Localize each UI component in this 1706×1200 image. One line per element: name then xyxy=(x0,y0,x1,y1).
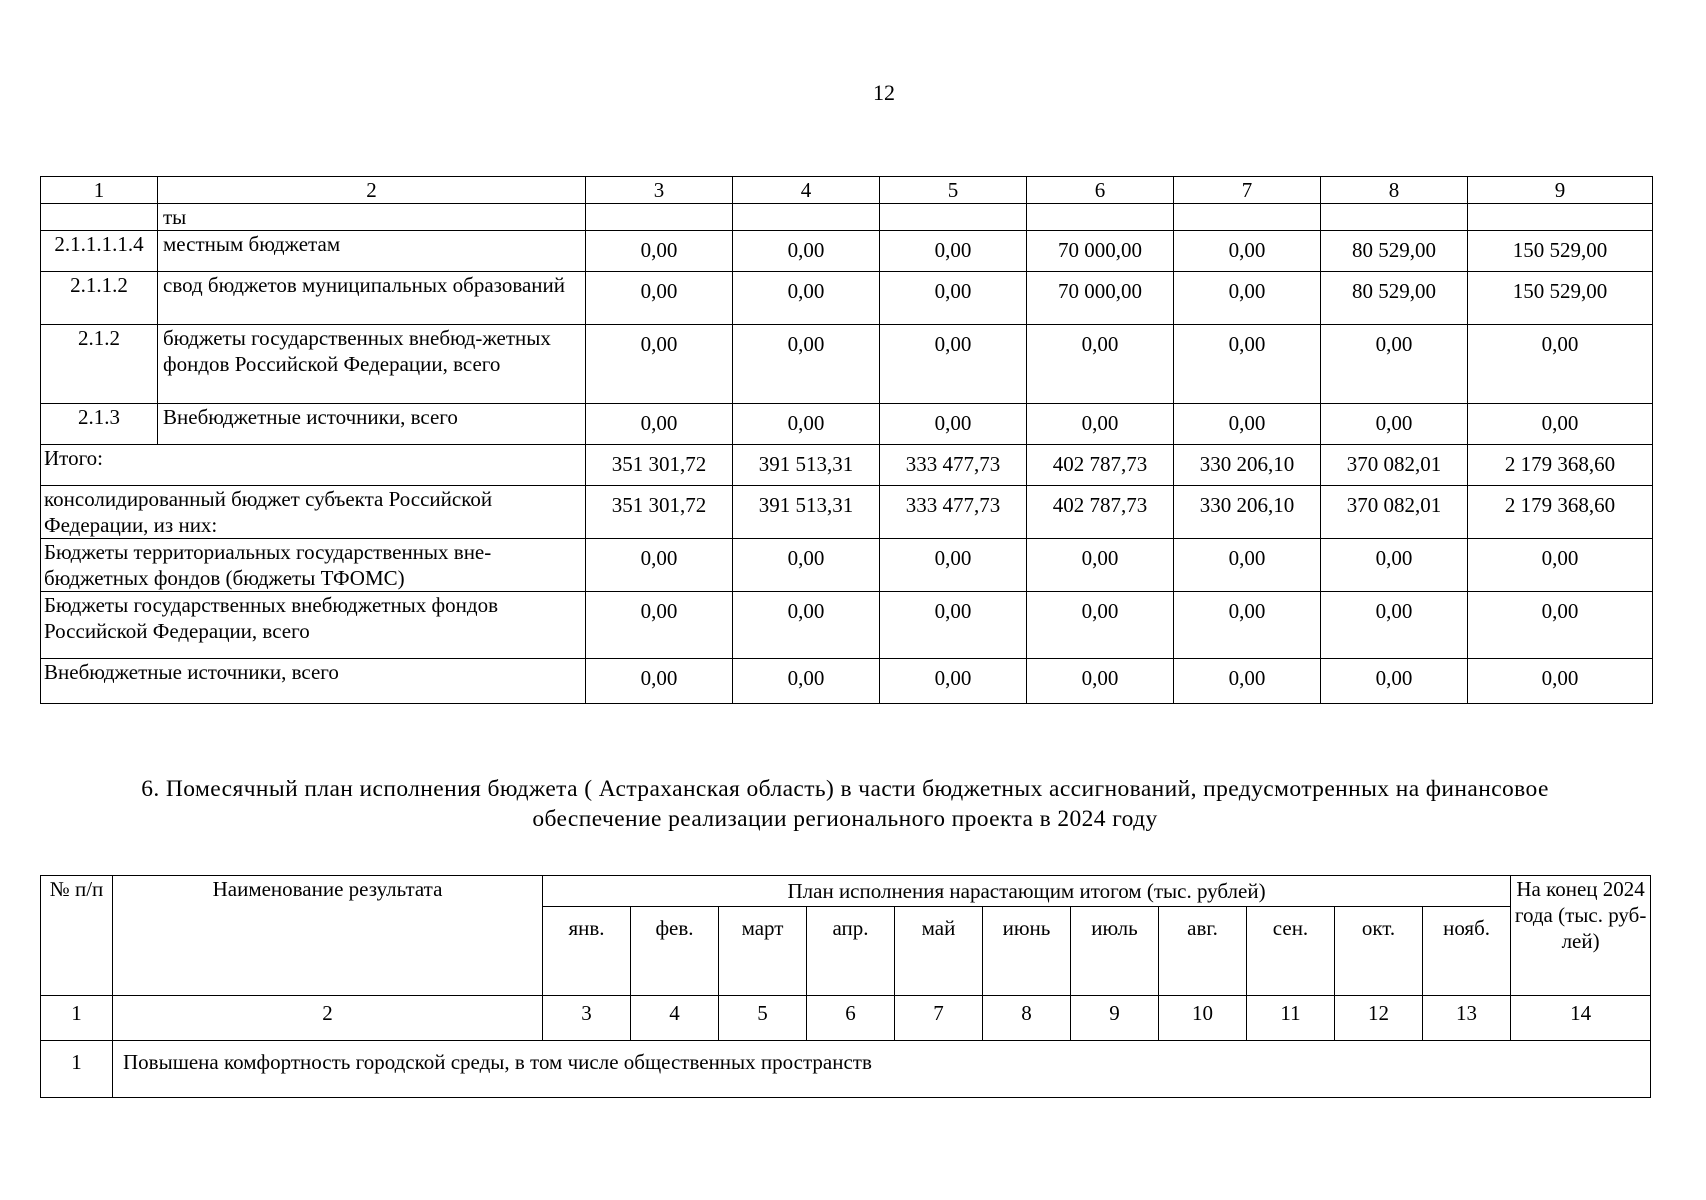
value-cell xyxy=(1468,204,1653,231)
value-cell: 0,00 xyxy=(1321,659,1468,704)
column-number: 3 xyxy=(586,177,733,204)
row-code: 2.1.3 xyxy=(41,404,158,445)
header-plan: План исполнения нарастающим итогом (тыс. рублей) xyxy=(543,876,1511,907)
result-row xyxy=(41,1041,1651,1098)
month-header: март xyxy=(719,907,807,996)
row-code: 2.1.1.1.1.4 xyxy=(41,231,158,272)
value-cell: 0,00 xyxy=(880,272,1027,325)
row-name: Внебюджетные источники, всего xyxy=(158,404,586,445)
column-number: 4 xyxy=(631,996,719,1041)
header-number: № п/п xyxy=(41,876,113,996)
value-cell: 391 513,31 xyxy=(733,486,880,539)
value-cell: 0,00 xyxy=(733,404,880,445)
row-code: 2.1.2 xyxy=(41,325,158,404)
value-cell: 0,00 xyxy=(1174,404,1321,445)
value-cell xyxy=(586,204,733,231)
value-cell: 0,00 xyxy=(586,231,733,272)
value-cell: 0,00 xyxy=(733,272,880,325)
value-cell: 0,00 xyxy=(1174,231,1321,272)
month-header: янв. xyxy=(543,907,631,996)
value-cell: 0,00 xyxy=(586,659,733,704)
value-cell: 2 179 368,60 xyxy=(1468,445,1653,486)
value-cell: 0,00 xyxy=(880,539,1027,592)
month-header: май xyxy=(895,907,983,996)
summary-name: Внебюджетные источники, всего xyxy=(41,659,586,704)
column-number: 8 xyxy=(1321,177,1468,204)
column-number: 10 xyxy=(1159,996,1247,1041)
row-name: местным бюджетам xyxy=(158,231,586,272)
value-cell: 0,00 xyxy=(1321,592,1468,659)
summary-row xyxy=(41,539,1653,592)
value-cell xyxy=(1174,204,1321,231)
value-cell: 0,00 xyxy=(586,325,733,404)
column-number: 7 xyxy=(1174,177,1321,204)
row-name: ты xyxy=(158,204,586,231)
column-number: 2 xyxy=(158,177,586,204)
summary-row xyxy=(41,445,1653,486)
value-cell: 0,00 xyxy=(586,592,733,659)
value-cell: 402 787,73 xyxy=(1027,486,1174,539)
summary-row xyxy=(41,486,1653,539)
result-name: Повышена комфортность городской среды, в том числе общественных пространств xyxy=(113,1041,1651,1098)
column-number: 1 xyxy=(41,177,158,204)
value-cell: 0,00 xyxy=(1027,325,1174,404)
month-header: нояб. xyxy=(1423,907,1511,996)
result-number: 1 xyxy=(41,1041,113,1098)
month-header: июль xyxy=(1071,907,1159,996)
value-cell: 0,00 xyxy=(1468,539,1653,592)
value-cell: 80 529,00 xyxy=(1321,231,1468,272)
table-header-row xyxy=(41,876,1651,907)
column-number: 5 xyxy=(719,996,807,1041)
value-cell: 0,00 xyxy=(733,539,880,592)
value-cell: 0,00 xyxy=(586,539,733,592)
value-cell xyxy=(1027,204,1174,231)
column-number: 9 xyxy=(1071,996,1159,1041)
value-cell: 0,00 xyxy=(733,231,880,272)
table-row xyxy=(41,204,1653,231)
summary-row xyxy=(41,592,1653,659)
month-header: сен. xyxy=(1247,907,1335,996)
value-cell: 0,00 xyxy=(1468,404,1653,445)
value-cell: 0,00 xyxy=(733,592,880,659)
row-name: бюджеты государственных внебюд-жетных фондов Российской Федерации, всего xyxy=(158,325,586,404)
month-header: апр. xyxy=(807,907,895,996)
summary-row xyxy=(41,659,1653,704)
row-code: 2.1.1.2 xyxy=(41,272,158,325)
value-cell: 0,00 xyxy=(1174,539,1321,592)
value-cell: 2 179 368,60 xyxy=(1468,486,1653,539)
value-cell: 370 082,01 xyxy=(1321,486,1468,539)
value-cell: 0,00 xyxy=(880,659,1027,704)
month-header: авг. xyxy=(1159,907,1247,996)
value-cell: 0,00 xyxy=(1468,325,1653,404)
column-number: 3 xyxy=(543,996,631,1041)
column-number: 8 xyxy=(983,996,1071,1041)
value-cell: 330 206,10 xyxy=(1174,486,1321,539)
summary-name: Итого: xyxy=(41,445,586,486)
value-cell: 0,00 xyxy=(880,325,1027,404)
value-cell: 0,00 xyxy=(586,272,733,325)
value-cell: 0,00 xyxy=(1174,659,1321,704)
value-cell: 0,00 xyxy=(1027,539,1174,592)
value-cell: 0,00 xyxy=(1174,325,1321,404)
value-cell: 150 529,00 xyxy=(1468,272,1653,325)
value-cell xyxy=(1321,204,1468,231)
page-number: 12 xyxy=(873,80,895,105)
month-header: окт. xyxy=(1335,907,1423,996)
value-cell: 0,00 xyxy=(1468,659,1653,704)
column-number: 12 xyxy=(1335,996,1423,1041)
value-cell: 150 529,00 xyxy=(1468,231,1653,272)
row-name: свод бюджетов муниципальных образований xyxy=(158,272,586,325)
column-index-row xyxy=(41,996,1651,1041)
value-cell: 333 477,73 xyxy=(880,445,1027,486)
value-cell: 0,00 xyxy=(586,404,733,445)
value-cell: 0,00 xyxy=(1174,272,1321,325)
value-cell: 0,00 xyxy=(1027,592,1174,659)
column-number: 1 xyxy=(41,996,113,1041)
table-row xyxy=(41,404,1653,445)
column-number: 6 xyxy=(807,996,895,1041)
value-cell: 0,00 xyxy=(1027,404,1174,445)
column-number: 2 xyxy=(113,996,543,1041)
value-cell: 370 082,01 xyxy=(1321,445,1468,486)
value-cell: 351 301,72 xyxy=(586,445,733,486)
summary-name: консолидированный бюджет субъекта Российской Федерации, из них: xyxy=(41,486,586,539)
column-number: 11 xyxy=(1247,996,1335,1041)
value-cell: 0,00 xyxy=(1027,659,1174,704)
value-cell: 391 513,31 xyxy=(733,445,880,486)
value-cell: 80 529,00 xyxy=(1321,272,1468,325)
value-cell: 330 206,10 xyxy=(1174,445,1321,486)
value-cell: 0,00 xyxy=(880,231,1027,272)
column-number: 6 xyxy=(1027,177,1174,204)
month-header: фев. xyxy=(631,907,719,996)
value-cell: 0,00 xyxy=(1321,404,1468,445)
value-cell: 402 787,73 xyxy=(1027,445,1174,486)
value-cell: 333 477,73 xyxy=(880,486,1027,539)
month-header: июнь xyxy=(983,907,1071,996)
row-code xyxy=(41,204,158,231)
header-result-name: Наименование результата xyxy=(113,876,543,996)
table-row xyxy=(41,231,1653,272)
column-number: 4 xyxy=(733,177,880,204)
table-row xyxy=(41,272,1653,325)
value-cell: 70 000,00 xyxy=(1027,231,1174,272)
value-cell xyxy=(880,204,1027,231)
monthly-plan-table xyxy=(40,875,1651,1098)
value-cell: 0,00 xyxy=(1321,539,1468,592)
value-cell: 0,00 xyxy=(1321,325,1468,404)
value-cell: 0,00 xyxy=(733,325,880,404)
value-cell: 351 301,72 xyxy=(586,486,733,539)
value-cell: 0,00 xyxy=(1174,592,1321,659)
table-row xyxy=(41,325,1653,404)
table-header-row xyxy=(41,177,1653,204)
value-cell: 0,00 xyxy=(733,659,880,704)
column-number: 9 xyxy=(1468,177,1653,204)
header-year-end: На конец 2024 года (тыс. руб-лей) xyxy=(1511,876,1651,996)
column-number: 5 xyxy=(880,177,1027,204)
value-cell xyxy=(733,204,880,231)
column-number: 14 xyxy=(1511,996,1651,1041)
summary-name: Бюджеты территориальных государственных вне-бюджетных фондов (бюджеты ТФОМС) xyxy=(41,539,586,592)
value-cell: 0,00 xyxy=(880,592,1027,659)
value-cell: 70 000,00 xyxy=(1027,272,1174,325)
column-number: 7 xyxy=(895,996,983,1041)
budget-sources-table xyxy=(40,176,1653,704)
column-number: 13 xyxy=(1423,996,1511,1041)
value-cell: 0,00 xyxy=(880,404,1027,445)
section-heading: 6. Помесячный план исполнения бюджета ( Астраханская область) в части бюджетных ассигнований, предусмотренных на финансовое обеспечение реализации регионального проекта в 2024 году xyxy=(141,776,1549,832)
summary-name: Бюджеты государственных внебюджетных фондов Российской Федерации, всего xyxy=(41,592,586,659)
value-cell: 0,00 xyxy=(1468,592,1653,659)
